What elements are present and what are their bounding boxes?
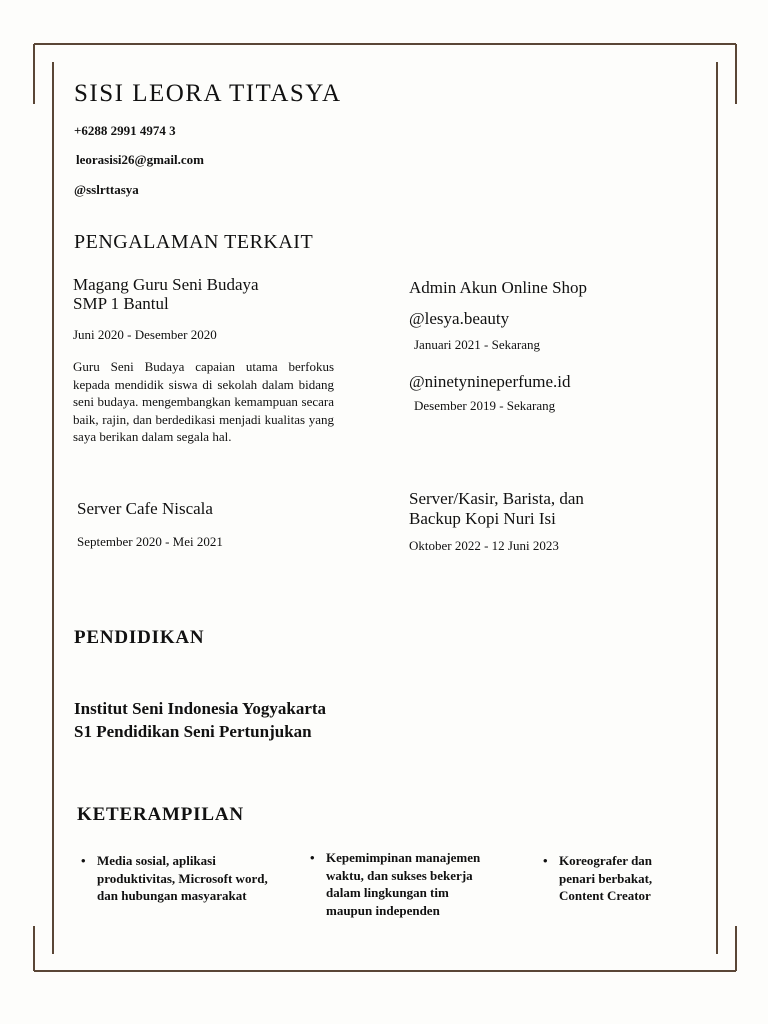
job-dates: Desember 2019 - Sekarang (414, 398, 556, 413)
skill-text: Kepemimpinan manajemen waktu, dan sukses bekerja dalam lingkungan tim maupun independen (326, 850, 481, 918)
job-dates: Oktober 2022 - 12 Juni 2023 (409, 538, 559, 553)
account-handle: @lesya.beauty (409, 309, 510, 328)
skill-text: Media sosial, aplikasi produktivitas, Microsoft word, dan hubungan masyarakat (97, 853, 268, 903)
job-role: Magang Guru Seni Budaya (73, 275, 259, 294)
email-address: leorasisi26@gmail.com (76, 152, 204, 167)
bullet-icon: • (543, 853, 548, 868)
job-dates: Juni 2020 - Desember 2020 (73, 327, 217, 342)
job-role: Admin Akun Online Shop (409, 278, 588, 297)
education-title: PENDIDIKAN (74, 627, 205, 648)
job-org: Backup Kopi Nuri Isi (409, 509, 556, 528)
job-role: Server/Kasir, Barista, dan (409, 489, 584, 508)
skill-item (543, 852, 679, 905)
phone-number: +6288 2991 4974 3 (74, 123, 176, 138)
skill-item (81, 852, 272, 905)
skill-text: Koreografer dan penari berbakat, Content Creator (559, 853, 653, 903)
bullet-icon: • (310, 850, 315, 865)
job-role: Server Cafe Niscala (77, 499, 213, 518)
job-description: Guru Seni Budaya capaian utama berfokus kepada mendidik siswa di sekolah dalam bidang seni budaya. mengembangkan kemampuan secara baik, rajin, dan berdedikasi menjadi kualitas yang saya berikan dalam segala hal. (73, 359, 334, 445)
job-dates: Januari 2021 - Sekarang (414, 337, 540, 352)
resume-name: SISI LEORA TITASYA (74, 80, 342, 107)
education-institution: Institut Seni Indonesia Yogyakarta (74, 699, 327, 718)
skills-title: KETERAMPILAN (77, 804, 244, 825)
experience-title: PENGALAMAN TERKAIT (74, 231, 314, 253)
skill-item (310, 849, 496, 919)
job-dates: September 2020 - Mei 2021 (77, 534, 223, 549)
bullet-icon: • (81, 853, 86, 868)
account-handle: @ninetynineperfume.id (409, 372, 571, 391)
social-handle: @sslrttasya (74, 182, 139, 197)
education-degree: S1 Pendidikan Seni Pertunjukan (74, 722, 312, 741)
job-org: SMP 1 Bantul (73, 294, 169, 313)
